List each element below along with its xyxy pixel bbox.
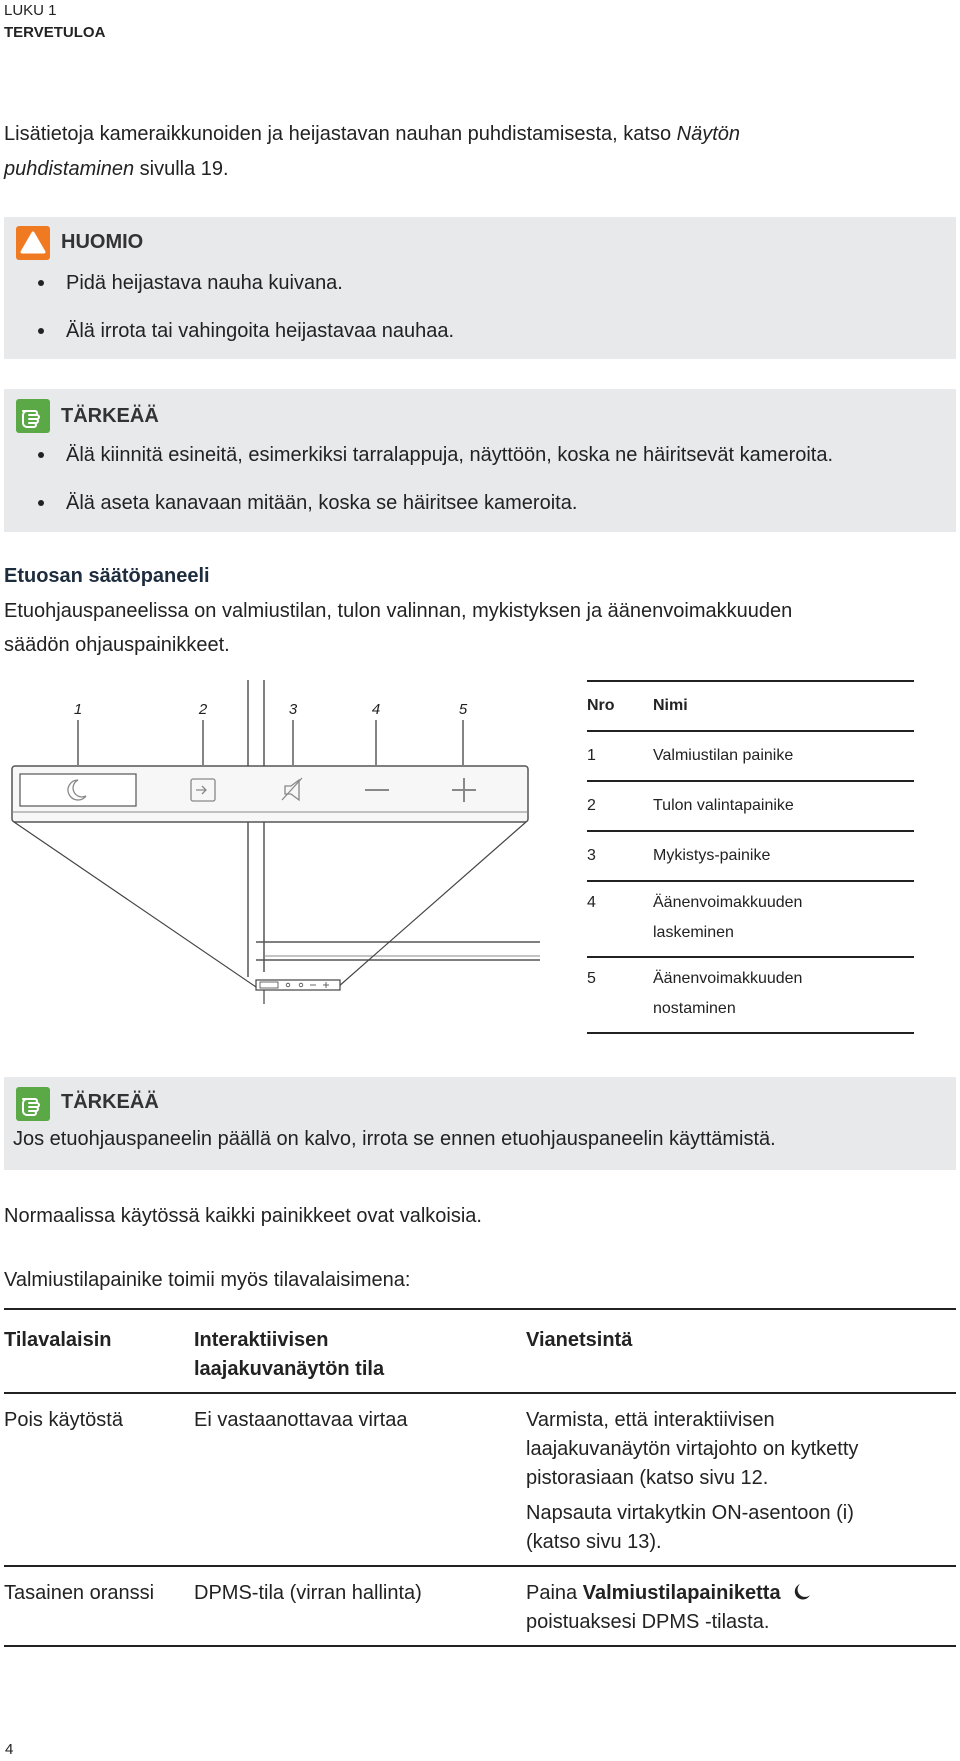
col-name-header: Nimi bbox=[653, 697, 688, 714]
buttons-table bbox=[587, 680, 914, 1034]
col-header-line: laajakuvanäytön tila bbox=[194, 1358, 385, 1380]
cell-line: poistuaksesi DPMS -tilasta. bbox=[526, 1611, 770, 1633]
cell: Ei vastaanottavaa virtaa bbox=[194, 1409, 408, 1431]
important-callout bbox=[4, 1077, 956, 1170]
col-header-line: Interaktiivisen bbox=[194, 1329, 329, 1351]
callout-number: 3 bbox=[288, 701, 298, 718]
table-row bbox=[587, 782, 914, 832]
caution-list bbox=[38, 271, 454, 367]
caution-callout bbox=[4, 217, 956, 359]
row-name bbox=[653, 964, 914, 1024]
row-no: 3 bbox=[587, 847, 596, 864]
table-row bbox=[4, 1567, 956, 1647]
page-number: 4 bbox=[5, 1741, 14, 1758]
desc-line: säädön ohjauspainikkeet. bbox=[4, 634, 230, 656]
table-header bbox=[4, 1310, 956, 1394]
important-list bbox=[38, 443, 833, 539]
cell-bold-text: Valmiustilapainiketta bbox=[582, 1582, 781, 1604]
caution-heading: HUOMIO bbox=[61, 231, 144, 253]
pointing-hand-icon bbox=[16, 399, 50, 433]
important-heading: TÄRKEÄÄ bbox=[61, 1091, 159, 1113]
front-panel-diagram bbox=[8, 672, 548, 1007]
intro-text-after: sivulla 19. bbox=[134, 158, 229, 180]
cell bbox=[526, 1406, 956, 1557]
cell-text: Paina bbox=[526, 1582, 583, 1604]
callout-number: 1 bbox=[73, 701, 83, 718]
normal-paragraph: Normaalissa käytössä kaikki painikkeet ovat valkoisia. bbox=[4, 1205, 482, 1227]
table-header bbox=[587, 682, 914, 732]
cell-line: (katso sivu 13). bbox=[526, 1531, 662, 1553]
row-no: 5 bbox=[587, 970, 596, 987]
row-name-line: Äänenvoimakkuuden bbox=[653, 894, 803, 911]
row-name-line: Äänenvoimakkuuden bbox=[653, 970, 803, 987]
list-item: Älä kiinnitä esineitä, esimerkiksi tarralappuja, näyttöön, koska ne häiritsevät kameroita. bbox=[38, 443, 833, 467]
table-row bbox=[587, 832, 914, 882]
callout-number: 5 bbox=[458, 701, 468, 718]
list-item: Älä irrota tai vahingoita heijastavaa nauhaa. bbox=[38, 319, 454, 343]
row-name-line: nostaminen bbox=[653, 1000, 736, 1017]
list-item: Älä aseta kanavaan mitään, koska se häiritsee kameroita. bbox=[38, 491, 833, 515]
col-header: Tilavalaisin bbox=[4, 1329, 112, 1351]
cell-line: laajakuvanäytön virtajohto on kytketty bbox=[526, 1438, 859, 1460]
cell-line: Napsauta virtakytkin ON-asentoon (i) bbox=[526, 1502, 854, 1524]
chapter-header bbox=[4, 0, 105, 44]
cell bbox=[526, 1579, 956, 1637]
row-name: Mykistys-painike bbox=[653, 847, 771, 864]
col-header: Vianetsintä bbox=[526, 1329, 633, 1351]
cell: Tasainen oranssi bbox=[4, 1582, 155, 1604]
row-no: 4 bbox=[587, 894, 596, 911]
cell-line: pistorasiaan (katso sivu 12. bbox=[526, 1467, 769, 1489]
section-title: Etuosan säätöpaneeli bbox=[4, 565, 210, 587]
row-name: Tulon valintapainike bbox=[653, 797, 794, 814]
cell: Pois käytöstä bbox=[4, 1409, 123, 1431]
intro-paragraph bbox=[4, 117, 924, 187]
cell-line: Varmista, että interaktiivisen bbox=[526, 1409, 775, 1431]
desc-line: Etuohjauspaneelissa on valmiustilan, tulon valinnan, mykistyksen ja äänenvoimakkuuden bbox=[4, 600, 793, 622]
warning-icon bbox=[16, 226, 50, 260]
row-name-line: laskeminen bbox=[653, 924, 734, 941]
chapter-title: TERVETULOA bbox=[4, 24, 106, 41]
standby-paragraph: Valmiustilapainike toimii myös tilavalaisimena: bbox=[4, 1269, 411, 1291]
front-panel-description bbox=[4, 594, 792, 662]
callout-number: 4 bbox=[371, 701, 381, 718]
table-row bbox=[587, 958, 914, 1034]
row-no: 1 bbox=[587, 747, 596, 764]
intro-link-part2[interactable]: puhdistaminen bbox=[4, 158, 135, 180]
intro-link-part1[interactable]: Näytön bbox=[676, 123, 741, 145]
table-row bbox=[587, 732, 914, 782]
moon-icon bbox=[792, 1582, 812, 1602]
status-table bbox=[4, 1308, 956, 1647]
table-row bbox=[587, 882, 914, 958]
pointing-hand-icon bbox=[16, 1087, 50, 1121]
callout-number: 2 bbox=[198, 701, 208, 718]
intro-text: Lisätietoja kameraikkunoiden ja heijastavan nauhan puhdistamisesta, katso bbox=[4, 123, 677, 145]
col-no-header: Nro bbox=[587, 697, 615, 714]
list-item: Pidä heijastava nauha kuivana. bbox=[38, 271, 454, 295]
col-header bbox=[194, 1326, 526, 1384]
row-no: 2 bbox=[587, 797, 596, 814]
table-row bbox=[4, 1394, 956, 1567]
important-callout bbox=[4, 389, 956, 532]
cell: DPMS-tila (virran hallinta) bbox=[194, 1582, 422, 1604]
important-heading: TÄRKEÄÄ bbox=[61, 405, 159, 427]
row-name: Valmiustilan painike bbox=[653, 747, 794, 764]
important-text: Jos etuohjauspaneelin päällä on kalvo, irrota se ennen etuohjauspaneelin käyttämistä. bbox=[13, 1128, 776, 1150]
row-name bbox=[653, 888, 914, 948]
chapter-number: LUKU 1 bbox=[4, 2, 57, 19]
